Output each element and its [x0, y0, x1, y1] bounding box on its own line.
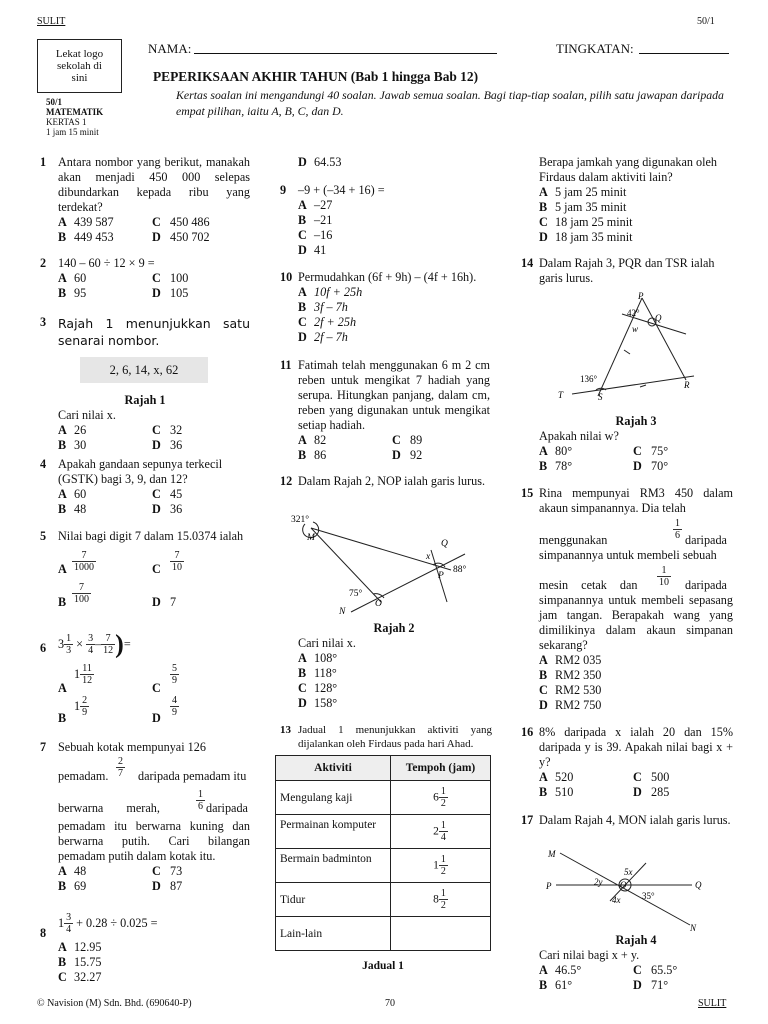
label-321: 321° — [291, 515, 310, 525]
option-d[interactable]: 36 — [170, 502, 183, 516]
option-b[interactable]: 118° — [314, 666, 337, 680]
option-b[interactable]: RM2 350 — [555, 668, 602, 682]
question-text: Dalam Rajah 2, NOP ialah garis lurus. — [298, 474, 486, 488]
option-c[interactable]: $\frac{5}{9}$ — [172, 663, 177, 686]
label-q: Q — [655, 313, 662, 323]
question-number: 7 — [40, 740, 47, 754]
footer-page-number: 70 — [385, 998, 395, 1009]
option-c[interactable]: $\frac{7}{10}$ — [172, 550, 182, 573]
question-text: Rajah 1 menunjukkan satu senarai nombor. — [58, 316, 250, 348]
question-17-answers: Rajah 4 Cari nilai bagi x + y. A 46.5° C 65.5° B 61° D 71° — [521, 933, 733, 993]
option-d[interactable]: 2f – 7h — [314, 330, 348, 344]
option-c[interactable]: 500 — [651, 770, 670, 784]
label-2y: 2y — [594, 877, 603, 887]
nama-field[interactable] — [194, 53, 497, 54]
option-d[interactable]: 92 — [410, 448, 423, 462]
question-number: 12 — [280, 474, 293, 488]
option-d[interactable]: 71° — [651, 978, 669, 992]
option-b[interactable]: 15.75 — [74, 955, 102, 969]
question-12 — [280, 474, 490, 489]
option-c[interactable]: 45 — [170, 487, 183, 501]
question-number: 11 — [280, 358, 292, 372]
table-cell: Permainan komputer — [276, 815, 391, 849]
question-1: 1 Antara nombor yang berikut, manakah akan menjadi 450 000 selepas dibundarkan kepada ribu yang terdekat? A 439 587 C 450 486 B 449 453 D 450 702 — [40, 155, 250, 244]
question-number: 5 — [40, 529, 47, 543]
question-number: 16 — [521, 725, 534, 739]
question-7: 7 Sebuah kotak mempunyai 126 pemadam. $\frac{2}{7}$ daripada pemadam itu berwarna merah, $\frac{1}{6}$ daripada pemadam itu berwarna kuning dan berwarna putih. Cari bilangan pemadam putih dalam kotak itu. A 48 C 73 B 69 D 87 — [40, 740, 250, 893]
question-15: 15 Rina mempunyai RM3 450 dalam akaun simpanannya. Dia telah menggunakan $\frac{1}{6}$ daripada simpanannya untuk membeli sebuah mesin cetak dan $\frac{1}{10}$ daripada simpanannya untuk membeli sepasang jam tangan. Berapakah wang yang dimilikinya dalam akaun simpanan sekarang? A RM2 035 B RM2 350 C RM2 530 D RM2 750 — [521, 486, 733, 712]
question-text-2: pemadam. $\frac{2}{7}$ daripada pemadam itu — [58, 756, 247, 783]
option-c[interactable]: 73 — [170, 864, 183, 878]
question-expression: 1 $\frac{3}{4}$ + 0.28 ÷ 0.025 = — [58, 912, 158, 935]
question-number: 13 — [280, 724, 291, 736]
label-o: O — [620, 880, 627, 890]
option-a[interactable]: 520 — [555, 770, 574, 784]
option-a[interactable]: 80° — [555, 444, 573, 458]
option-b[interactable]: 61° — [555, 978, 573, 992]
label-35: 35° — [642, 891, 655, 901]
label-s: S — [598, 392, 603, 402]
option-c[interactable]: RM2 530 — [555, 683, 602, 697]
option-a[interactable]: 12.95 — [74, 940, 102, 954]
figure-caption: Rajah 2 — [373, 621, 415, 635]
label-t: T — [558, 390, 564, 400]
question-number: 3 — [40, 315, 47, 329]
option-b[interactable]: 30 — [74, 438, 87, 452]
exam-title: PEPERIKSAAN AKHIR TAHUN (Bab 1 hingga Bab 12) — [153, 69, 479, 84]
question-number: 17 — [521, 813, 534, 827]
label-75: 75° — [349, 589, 363, 599]
question-number: 6 — [40, 641, 47, 655]
footer-sulit: SULIT — [698, 998, 727, 1009]
table-cell — [391, 917, 491, 951]
option-a[interactable]: 26 — [74, 423, 87, 437]
option-a[interactable]: 108° — [314, 651, 338, 665]
label-136: 136° — [580, 374, 598, 384]
option-c[interactable]: 100 — [170, 271, 189, 285]
question-6: 6 3 $\frac{1}{3}$ × $\frac{3}{4}$ – $\frac{7}{12}$ )= A 1 $\frac{11}{12}$ C $\frac{5}{9}$ B 1 $\frac{2}{9}$ D $\frac{4}{9}$ — [40, 629, 177, 725]
option-d[interactable]: 36 — [170, 438, 183, 452]
option-d[interactable]: 41 — [314, 243, 327, 257]
option-b[interactable]: 95 — [74, 286, 87, 300]
option-a[interactable]: 1 $\frac{11}{12}$ — [74, 663, 93, 686]
option-c[interactable]: 89 — [410, 433, 423, 447]
question-17 — [521, 813, 733, 828]
question-5: 5 Nilai bagi digit 7 dalam 15.0374 ialah A $\frac{7}{1000}$ C $\frac{7}{10}$ B $\frac{7}{100}$ D 7 — [40, 529, 250, 608]
question-number: 1 — [40, 155, 47, 169]
instructions: Kertas soalan ini mengandungi 40 soalan. Jawab semua soalan. Bagi tiap-tiap soalan, pilih satu jawapan daripada empat pilihan, iaitu A, B, C, dan D. — [176, 88, 724, 118]
label-p: P — [546, 881, 552, 891]
tingkatan-label: TINGKATAN: — [556, 41, 634, 56]
option-a[interactable]: 60 — [74, 271, 87, 285]
option-b[interactable]: 510 — [555, 785, 574, 799]
question-number: 9 — [280, 183, 287, 197]
table-cell: Bermain badminton — [276, 849, 391, 883]
question-text-4: mesin cetak dan $\frac{1}{10}$ daripada — [539, 565, 727, 592]
question-10: 10 Permudahkan (6f + 9h) – (4f + 16h). A 10f + 25h B 3f – 7h C 2f + 25h D 2f – 7h — [280, 270, 492, 345]
option-d[interactable]: 285 — [651, 785, 670, 799]
paper-time: 1 jam 15 minit — [46, 127, 99, 137]
option-b[interactable]: 3f – 7h — [314, 300, 348, 314]
question-text-2: menggunakan $\frac{1}{6}$ daripada — [539, 518, 727, 547]
option-d[interactable]: 7 — [170, 595, 177, 609]
label-n: N — [690, 923, 697, 933]
option-d[interactable]: 87 — [170, 879, 183, 893]
table-cell: 2 $\frac{1}{4}$ — [391, 815, 491, 849]
question-12-answers: Rajah 2 Cari nilai x. A 108° B 118° C 128° D 158° — [280, 621, 490, 711]
label-q: Q — [441, 539, 448, 549]
tingkatan-field[interactable] — [639, 53, 729, 54]
question-ask: Cari nilai bagi x + y. — [539, 948, 640, 962]
question-number: 14 — [521, 256, 534, 270]
option-a[interactable]: 46.5° — [555, 963, 582, 977]
table-cell: Lain-lain — [276, 917, 391, 951]
figure-caption: Rajah 3 — [615, 414, 657, 428]
question-ask: Cari nilai x. — [58, 408, 116, 422]
option-c[interactable]: 32.27 — [74, 970, 102, 984]
question-ask: Cari nilai x. — [298, 636, 356, 650]
question-text-4: pemadam itu berwarna kuning dan berwarna putih. Cari bilangan pemadam putih dalam kotak itu. — [58, 819, 250, 863]
question-11: 11 Fatimah telah menggunakan 6 m 2 cm reben untuk mengikat 7 hadiah yang serupa. Hitungkan panjang, dalam cm, reben yang digunakan untuk mengikat setiap hadiah. A 82 C 89 B 86 D 92 — [280, 358, 490, 462]
question-8: 8 1 $\frac{3}{4}$ + 0.28 ÷ 0.025 = A 12.95 B 15.75 C 32.27 — [40, 912, 250, 985]
paper-info — [46, 97, 103, 137]
label-q: Q — [695, 880, 702, 890]
question-text-1: Sebuah kotak mempunyai 126 — [58, 740, 206, 754]
option-b[interactable]: 449 453 — [74, 230, 114, 244]
table-cell: 6 $\frac{1}{2}$ — [391, 781, 491, 815]
option-c[interactable]: 2f + 25h — [314, 315, 357, 329]
figure-caption: Rajah 4 — [615, 933, 657, 947]
sulit-top-label: SULIT — [37, 16, 66, 27]
paper-code: 50/1 — [46, 97, 63, 107]
option-a[interactable]: RM2 035 — [555, 653, 602, 667]
question-text-5: simpanannya untuk membeli sepasang jam tangan. Berapakah wang yang dimilikinya dalam akaun simpanan sekarang? — [539, 593, 733, 652]
option-c[interactable]: 18 jam 25 minit — [555, 215, 633, 229]
paper-code-top: 50/1 — [697, 16, 715, 27]
label-x: x — [426, 552, 431, 562]
label-88: 88° — [453, 565, 467, 575]
label-o: O — [375, 599, 382, 609]
option-a[interactable]: 439 587 — [74, 215, 114, 229]
question-9: 9 –9 + (–34 + 16) = A –27 B –21 C –16 D 41 — [280, 183, 490, 258]
question-text: 140 – 60 ÷ 12 × 9 = — [58, 256, 155, 270]
option-c[interactable]: 65.5° — [651, 963, 678, 977]
option-c[interactable]: 450 486 — [170, 215, 210, 229]
question-text: Antara nombor yang berikut, manakah akan menjadi 450 000 selepas dibundarkan kepada ribu yang terdekat? — [58, 155, 250, 214]
question-number: 10 — [280, 270, 293, 284]
table-cell: Mengulang kaji — [276, 781, 391, 815]
question-number: 8 — [40, 926, 47, 940]
nama-label: NAMA: — [148, 41, 192, 56]
option-a[interactable]: –27 — [314, 198, 333, 212]
table-header-aktiviti: Aktiviti — [276, 756, 391, 781]
label-p: P — [638, 291, 644, 301]
table-row — [276, 849, 491, 883]
option-c[interactable]: 128° — [314, 681, 338, 695]
question-text: Permudahkan (6f + 9h) – (4f + 16h). — [298, 270, 477, 284]
question-expression: 3 $\frac{1}{3}$ × $\frac{3}{4}$ – $\frac{7}{12}$ )= — [58, 629, 131, 659]
question-text: Fatimah telah menggunakan 6 m 2 cm reben untuk mengikat 7 hadiah yang serupa. Hitungkan panjang, dalam cm, reben yang digunakan untuk mengikat setiap hadiah. — [298, 358, 490, 432]
question-13 — [280, 723, 492, 751]
paper-kertas: KERTAS 1 — [46, 117, 87, 127]
question-13-answers: Berapa jamkah yang digunakan oleh Firdaus dalam aktiviti lain? A 5 jam 25 minit B 5 jam 35 minit C 18 jam 25 minit D 18 jam 35 minit — [521, 155, 733, 245]
question-number: 2 — [40, 256, 47, 270]
question-text: Apakah gandaan sepunya terkecil (GSTK) bagi 3, 9, dan 12? — [58, 457, 223, 486]
option-b[interactable]: –21 — [314, 213, 333, 227]
option-a[interactable]: 10f + 25h — [314, 285, 363, 299]
question-2: 2 140 – 60 ÷ 12 × 9 = A 60 C 100 B 95 D 105 — [40, 256, 250, 301]
question-4: 4 Apakah gandaan sepunya terkecil (GSTK) bagi 3, 9, dan 12? A 60 C 45 B 48 D 36 — [40, 457, 250, 517]
option-d[interactable]: 450 702 — [170, 230, 210, 244]
activity-table — [275, 755, 491, 951]
option-b[interactable]: 86 — [314, 448, 327, 462]
question-number: 4 — [40, 457, 47, 471]
table-row — [276, 815, 491, 849]
question-text: Nilai bagi digit 7 dalam 15.0374 ialah — [58, 529, 244, 543]
label-r: R — [684, 380, 690, 390]
table-row — [276, 883, 491, 917]
label-4x: 4x — [612, 895, 621, 905]
logo-box — [37, 39, 122, 93]
table-caption: Jadual 1 — [362, 960, 404, 972]
label-p: P — [438, 571, 444, 581]
label-42: 42° — [627, 308, 640, 318]
table-header-tempoh: Tempoh (jam) — [391, 756, 491, 781]
question-text: Dalam Rajah 4, MON ialah garis lurus. — [539, 813, 731, 827]
option-c[interactable]: 75° — [651, 444, 669, 458]
option-a[interactable]: 60 — [74, 487, 87, 501]
option-d[interactable]: $\frac{4}{9}$ — [172, 695, 177, 718]
option-a[interactable]: 48 — [74, 864, 87, 878]
sequence-box: 2, 6, 14, x, 62 — [80, 357, 208, 383]
question-14 — [521, 256, 733, 286]
question-number: 15 — [521, 486, 534, 500]
question-14-answers: Rajah 3 Apakah nilai w? A 80° C 75° B 78° D 70° — [521, 414, 733, 474]
table-cell: 1 $\frac{1}{2}$ — [391, 849, 491, 883]
option-b[interactable]: 69 — [74, 879, 87, 893]
question-text: –9 + (–34 + 16) = — [298, 183, 385, 197]
option-d[interactable]: 64.53 — [314, 155, 342, 169]
question-8-option-d: D 64.53 — [298, 155, 342, 169]
figure-caption: Rajah 1 — [124, 393, 166, 407]
option-a[interactable]: $\frac{7}{1000}$ — [74, 550, 94, 573]
label-5x: 5x — [624, 867, 633, 877]
table-row — [276, 781, 491, 815]
label-m: M — [307, 533, 315, 543]
paper-subject: MATEMATIK — [46, 107, 104, 117]
question-text-3: berwarna merah, $\frac{1}{6}$ daripada — [58, 789, 248, 815]
option-c[interactable]: 32 — [170, 423, 183, 437]
question-16: 16 8% daripada x ialah 20 dan 15% daripada y is 39. Apakah nilai bagi x + y? A 520 C 500 B 510 D 285 — [521, 725, 733, 799]
option-c[interactable]: –16 — [314, 228, 333, 242]
question-text: Jadual 1 menunjukkan aktiviti yang dijalankan oleh Firdaus pada hari Ahad. — [298, 724, 492, 750]
footer-copyright: © Navision (M) Sdn. Bhd. (690640-P) — [37, 998, 192, 1009]
question-text-1: Rina mempunyai RM3 450 dalam akaun simpanannya. Dia telah — [539, 486, 733, 515]
question-text: Dalam Rajah 3, PQR dan TSR ialah garis lurus. — [539, 256, 715, 285]
logo-placeholder-text: Lekat logo sekolah di sini — [55, 48, 104, 84]
label-m: M — [548, 849, 556, 859]
option-d[interactable]: 158° — [314, 696, 338, 710]
question-ask: Apakah nilai w? — [539, 429, 619, 443]
option-d[interactable]: 18 jam 35 minit — [555, 230, 633, 244]
option-d[interactable]: 105 — [170, 286, 189, 300]
option-b[interactable]: 5 jam 35 minit — [555, 200, 627, 214]
option-b[interactable]: 78° — [555, 459, 573, 473]
table-row — [276, 917, 491, 951]
figure-rajah-3 — [552, 290, 712, 408]
question-ask: Berapa jamkah yang digunakan oleh Firdaus dalam aktiviti lain? — [539, 155, 718, 184]
option-a[interactable]: 82 — [314, 433, 327, 447]
figure-rajah-2 — [283, 510, 483, 618]
right-parenthesis-icon: ) — [115, 629, 124, 659]
table-cell: 8 $\frac{1}{2}$ — [391, 883, 491, 917]
table-cell: Tidur — [276, 883, 391, 917]
option-b[interactable]: 1 $\frac{2}{9}$ — [74, 695, 88, 718]
question-text-3: simpanannya untuk membeli sebuah — [539, 548, 717, 562]
option-a[interactable]: 5 jam 25 minit — [555, 185, 627, 199]
figure-rajah-4 — [540, 845, 710, 933]
option-d[interactable]: 70° — [651, 459, 669, 473]
option-b[interactable]: 48 — [74, 502, 87, 516]
option-d[interactable]: RM2 750 — [555, 698, 602, 712]
label-n: N — [339, 607, 346, 617]
question-text: 8% daripada x ialah 20 dan 15% daripada y is 39. Apakah nilai bagi x + y? — [539, 725, 733, 769]
question-3: 3 Rajah 1 menunjukkan satu senarai nombor. 2, 6, 14, x, 62 Rajah 1 Cari nilai x. A 26 C 32 B 30 D 36 — [40, 315, 250, 452]
option-b[interactable]: $\frac{7}{100}$ — [74, 582, 89, 605]
label-w: w — [632, 324, 639, 334]
